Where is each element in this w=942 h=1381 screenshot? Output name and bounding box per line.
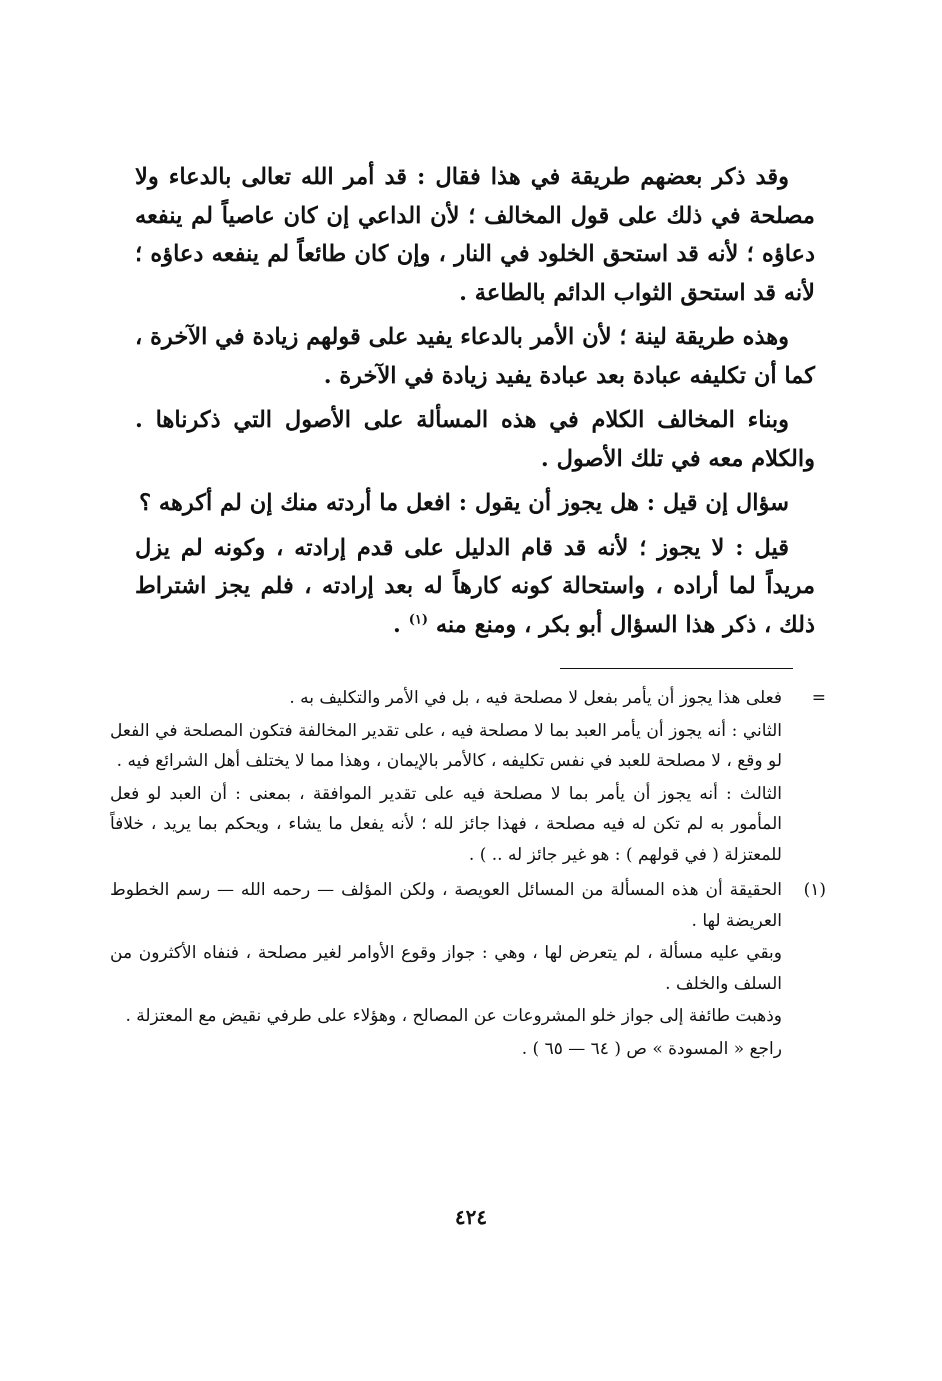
main-paragraph: وهذه طريقة لينة ؛ لأن الأمر بالدعاء يفيد على قولهم زيادة في الآخرة ، كما أن تكليفه عبادة بعد عبادة يفيد زيادة في الآخرة .	[135, 324, 815, 389]
footnote-line: وذهبت طائفة إلى جواز خلو المشروعات عن المصالح ، وهؤلاء على طرفي نقيض مع المعتزلة .	[125, 1006, 782, 1026]
main-paragraph: وقد ذكر بعضهم طريقة في هذا فقال : قد أمر الله تعالى بالدعاء ولا مصلحة في ذلك على قول المخالف ؛ لأن الداعي إن كان عاصياً لم ينفعه دعاؤه ؛ لأنه قد استحق الخلود في النار ، وإن كان طائعاً لم ينفعه دعاؤه ؛ لأنه قد استحق الثواب الدائم بالطاعة .	[135, 164, 815, 306]
continuation-marker: =	[811, 688, 826, 708]
footnote-line: الثاني : أنه يجوز أن يأمر العبد بما لا مصلحة فيه ، على تقدير المخالفة فتكون المصلحة في الفعل لو وقع ، لا مصلحة للعبد في نفس تكليفه ، كالأمر بالإيمان ، وهذا مما لا يختلف أهل الشرائع فيه .	[110, 720, 782, 771]
footnote-separator	[560, 668, 793, 669]
footnote-line: راجع « المسودة » ص ( ٦٤ — ٦٥ ) .	[521, 1038, 782, 1059]
footnotes	[110, 683, 830, 1069]
footnote-line: وبقي عليه مسألة ، لم يتعرض لها ، وهي : جواز وقوع الأوامر لغير مصلحة ، فنفاه الأكثرون من السلف والخلف .	[110, 943, 782, 994]
footnote-1	[110, 875, 830, 1066]
main-paragraph: سؤال إن قيل : هل يجوز أن يقول : افعل ما أردته منك إن لم أكرهه ؟	[139, 490, 789, 516]
main-paragraph: وبناء المخالف الكلام في هذه المسألة على الأصول التي ذكرناها . والكلام معه في تلك الأصول .	[135, 407, 815, 472]
main-text	[135, 158, 815, 650]
footnote-reference[interactable]: (١)	[408, 612, 428, 627]
footnote-line: الحقيقة أن هذه المسألة من المسائل العويصة ، ولكن المؤلف — رحمه الله — رسم الخطوط العريضة لها .	[110, 880, 782, 931]
footnote-line: الثالث : أنه يجوز أن يأمر بما لا مصلحة فيه على تقدير الموافقة ، بمعنى : أن العبد لو فعل المأمور به لم تكن له فيه مصلحة ، فهذا جائز لله ؛ لأنه يفعل ما يشاء ، ويحكم بما يريد ، خلافاً للمعتزلة ( في قولهم ) : هو غير جائز له .. ) .	[110, 783, 782, 865]
footnote-continuation	[110, 683, 830, 872]
page-number: ٤٢٤	[454, 1205, 488, 1229]
final-period: .	[393, 611, 401, 638]
main-paragraph: قيل : لا يجوز ؛ لأنه قد قام الدليل على قدم إرادته ، وكونه لم يزل مريداً لما أراده ، واستحالة كونه كارهاً له بعد إرادته ، فلم يجز اشتراط ذلك ، ذكر هذا السؤال أبو بكر ، ومنع منه $^{(١)}$ .	[135, 534, 815, 638]
footnote-number: (١)	[803, 880, 826, 900]
footnote-line: فعلى هذا يجوز أن يأمر بفعل لا مصلحة فيه ، بل في الأمر والتكليف به .	[289, 688, 782, 708]
